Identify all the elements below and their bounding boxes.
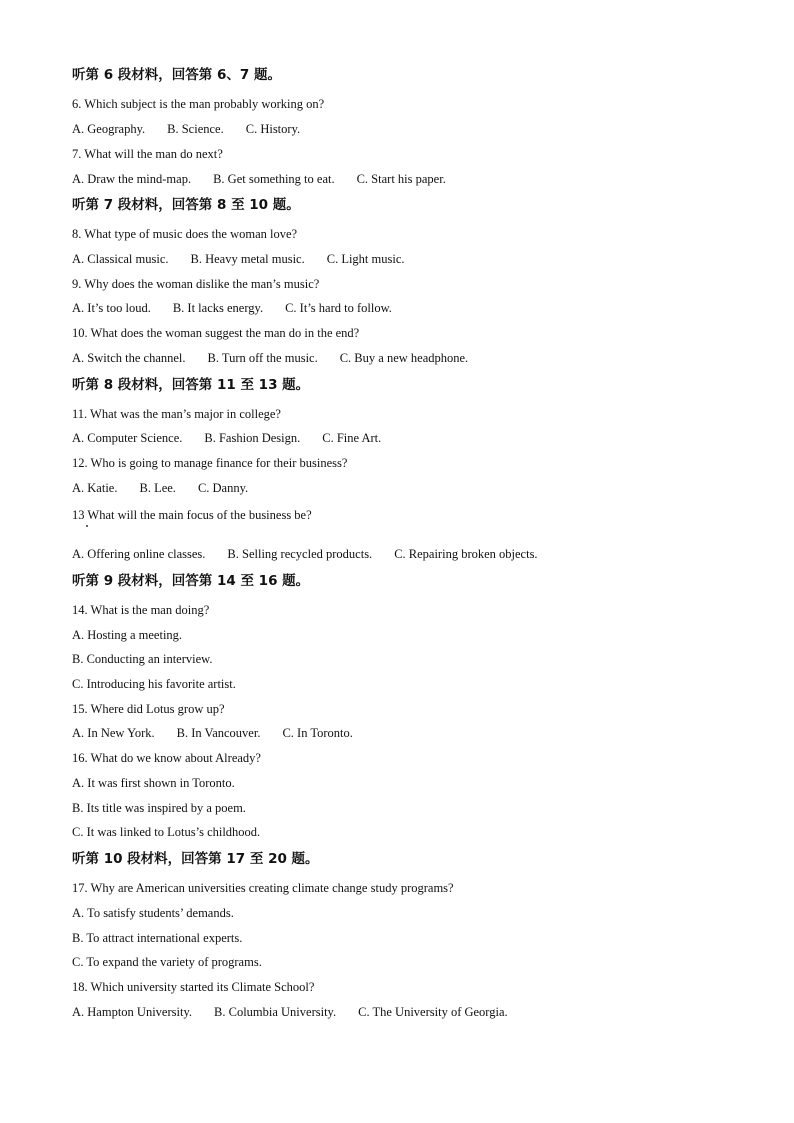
option-b: B. To attract international experts. bbox=[72, 931, 243, 945]
section-heading: 听第 10 段材料，回答第 17 至 20 题。 bbox=[72, 851, 319, 867]
options-row bbox=[72, 480, 248, 496]
option-b: B. Science. bbox=[167, 122, 224, 136]
option-a: A. Geography. bbox=[72, 122, 146, 136]
option-a: A. Classical music. bbox=[72, 252, 169, 266]
section-heading: 听第 8 段材料，回答第 11 至 13 题。 bbox=[72, 377, 310, 393]
section-heading: 听第 9 段材料，回答第 14 至 16 题。 bbox=[72, 573, 310, 589]
options-row bbox=[72, 1004, 508, 1020]
option-b: B. Get something to eat. bbox=[213, 172, 335, 186]
question-stem: 17. Why are American universities creating climate change study programs? bbox=[72, 881, 454, 895]
option-a: A. Switch the channel. bbox=[72, 351, 186, 365]
option-a: A. It’s too loud. bbox=[72, 301, 151, 315]
option-b: B. Turn off the music. bbox=[207, 351, 318, 365]
option-b: B. Its title was inspired by a poem. bbox=[72, 801, 246, 815]
options-row bbox=[72, 350, 468, 366]
option-b: B. Heavy metal music. bbox=[190, 252, 305, 266]
option-c: C. It was linked to Lotus’s childhood. bbox=[72, 825, 261, 839]
option-c: C. It’s hard to follow. bbox=[285, 301, 392, 315]
option-c: C. In Toronto. bbox=[282, 726, 353, 740]
option-b: B. Selling recycled products. bbox=[227, 547, 373, 561]
option-b: B. It lacks energy. bbox=[172, 301, 264, 315]
option-b: B. Conducting an interview. bbox=[72, 652, 213, 666]
question-stem: 16. What do we know about Already? bbox=[72, 751, 261, 765]
option-a: A. Computer Science. bbox=[72, 431, 183, 445]
option-a: A. Draw the mind-map. bbox=[72, 172, 192, 186]
options-row bbox=[72, 725, 353, 741]
question-stem: 10. What does the woman suggest the man do in the end? bbox=[72, 326, 360, 340]
option-c: C. History. bbox=[245, 122, 301, 136]
question-stem: 13 What will the main focus of the business be? bbox=[72, 508, 312, 522]
option-c: C. Fine Art. bbox=[322, 431, 382, 445]
option-b: B. In Vancouver. bbox=[176, 726, 261, 740]
options-row bbox=[72, 546, 538, 562]
question-stem: 12. Who is going to manage finance for their business? bbox=[72, 456, 348, 470]
option-c: C. Repairing broken objects. bbox=[394, 547, 538, 561]
option-c: C. The University of Georgia. bbox=[358, 1005, 508, 1019]
option-c: C. Danny. bbox=[197, 481, 249, 495]
question-stem: 11. What was the man’s major in college? bbox=[72, 407, 281, 421]
options-row bbox=[72, 430, 381, 446]
option-c: C. Buy a new headphone. bbox=[339, 351, 469, 365]
question-stem: 15. Where did Lotus grow up? bbox=[72, 702, 225, 716]
option-a: A. Hosting a meeting. bbox=[72, 628, 183, 642]
options-row bbox=[72, 171, 446, 187]
option-a: A. Offering online classes. bbox=[72, 547, 206, 561]
option-b: B. Columbia University. bbox=[214, 1005, 337, 1019]
question-stem: 8. What type of music does the woman love? bbox=[72, 227, 298, 241]
question-stem: 7. What will the man do next? bbox=[72, 147, 223, 161]
option-a: A. In New York. bbox=[72, 726, 155, 740]
section-heading: 听第 6 段材料，回答第 6、7 题。 bbox=[72, 67, 281, 83]
option-c: C. Start his paper. bbox=[356, 172, 446, 186]
question-stem: 14. What is the man doing? bbox=[72, 603, 210, 617]
option-c: C. Light music. bbox=[326, 252, 405, 266]
question-stem: 9. Why does the woman dislike the man’s music? bbox=[72, 277, 320, 291]
options-row bbox=[72, 121, 300, 137]
option-a: A. To satisfy students’ demands. bbox=[72, 906, 234, 920]
options-row bbox=[72, 251, 405, 267]
option-a: A. It was first shown in Toronto. bbox=[72, 776, 235, 790]
question-stem: 18. Which university started its Climate School? bbox=[72, 980, 315, 994]
option-c: C. To expand the variety of programs. bbox=[72, 955, 262, 969]
options-row bbox=[72, 300, 392, 316]
section-heading: 听第 7 段材料，回答第 8 至 10 题。 bbox=[72, 197, 300, 213]
stray-dot bbox=[86, 525, 88, 527]
option-b: B. Fashion Design. bbox=[204, 431, 301, 445]
question-stem: 6. Which subject is the man probably working on? bbox=[72, 97, 325, 111]
option-c: C. Introducing his favorite artist. bbox=[72, 677, 236, 691]
option-b: B. Lee. bbox=[139, 481, 176, 495]
option-a: A. Katie. bbox=[72, 481, 118, 495]
option-a: A. Hampton University. bbox=[72, 1005, 193, 1019]
